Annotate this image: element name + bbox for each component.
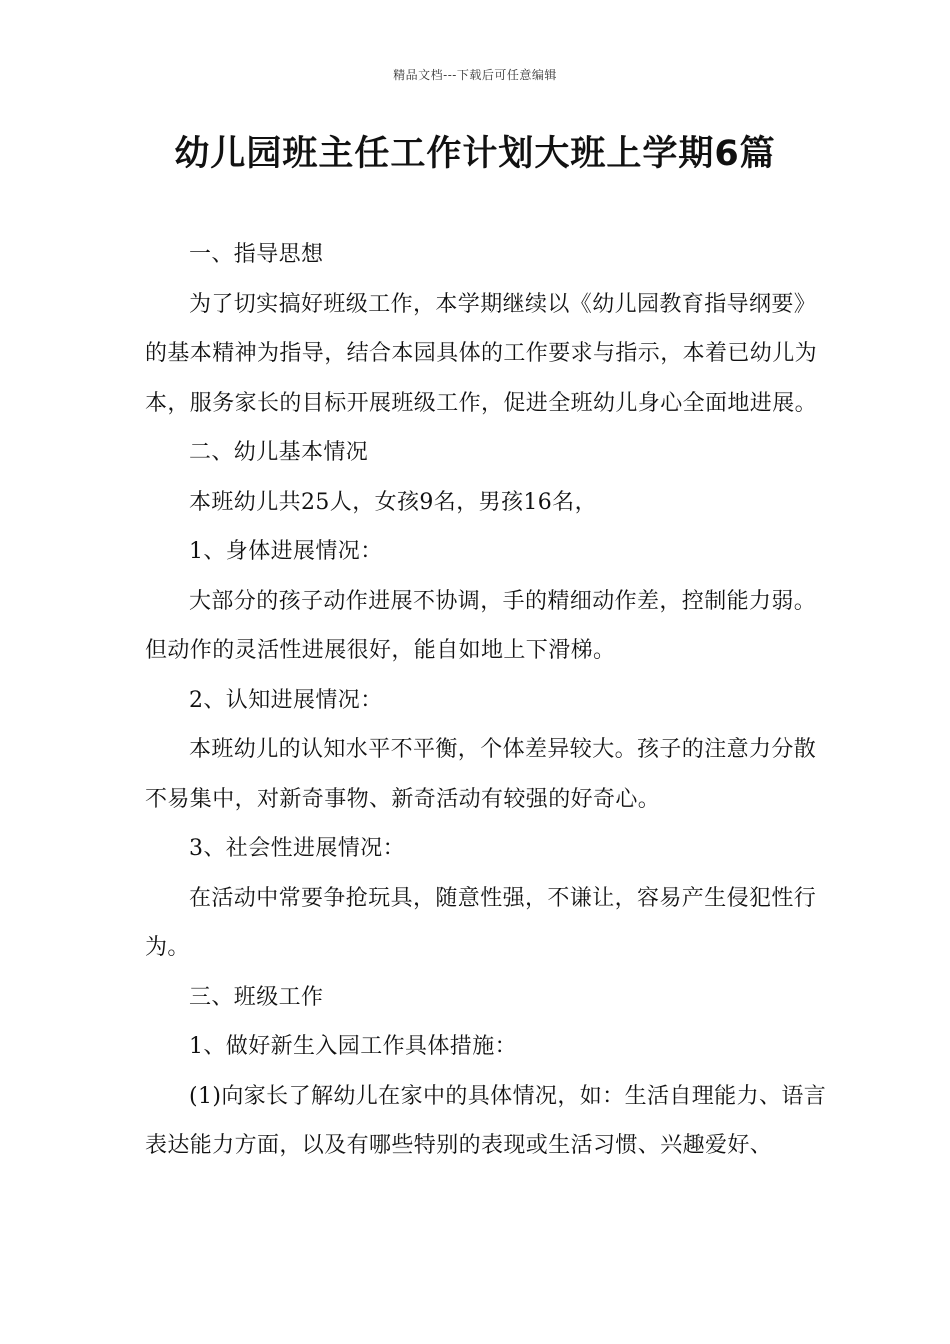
heading-child-situation: 二、幼儿基本情况: [189, 440, 369, 465]
heading-physical-development: 1、身体进展情况：: [189, 539, 383, 564]
heading-class-work: 三、班级工作: [189, 984, 324, 1010]
paragraph-class-count: 本班幼儿共25人，女孩9名，男孩16名，: [189, 489, 597, 515]
paragraph-physical-development: 大部分的孩子动作进展不协调，手的精细动作差，控制能力弱。但动作的灵活性进展很好，能自如地上下滑梯。: [145, 588, 817, 663]
heading-social-development: 3、社会性进展情况：: [189, 836, 405, 861]
document-title: 幼儿园班主任工作计划大班上学期6篇: [174, 134, 776, 174]
heading-guiding-ideology: 一、指导思想: [189, 242, 324, 267]
paragraph-cognitive-development: 本班幼儿的认知水平不平衡，个体差异较大。孩子的注意力分散不易集中，对新奇事物、新奇活动有较强的好奇心。: [145, 737, 817, 812]
paragraph-parent-communication: (1)向家长了解幼儿在家中的具体情况，如：生活自理能力、语言表达能力方面，以及有哪些特别的表现或生活习惯、兴趣爱好、: [145, 1083, 827, 1158]
heading-cognitive-development: 2、认知进展情况：: [189, 687, 383, 713]
paragraph-social-development: 在活动中常要争抢玩具，随意性强，不谦让，容易产生侵犯性行为。: [145, 885, 817, 960]
document-body: [145, 230, 835, 1171]
paragraph-guiding-ideology: 为了切实搞好班级工作，本学期继续以《幼儿园教育指导纲要》的基本精神为指导，结合本园具体的工作要求与指示，本着已幼儿为本，服务家长的目标开展班级工作，促进全班幼儿身心全面地进展。: [145, 291, 818, 416]
header-note: 精品文档---下载后可任意编辑: [393, 68, 557, 82]
heading-new-student-enrollment: 1、做好新生入园工作具体措施：: [189, 1034, 517, 1059]
